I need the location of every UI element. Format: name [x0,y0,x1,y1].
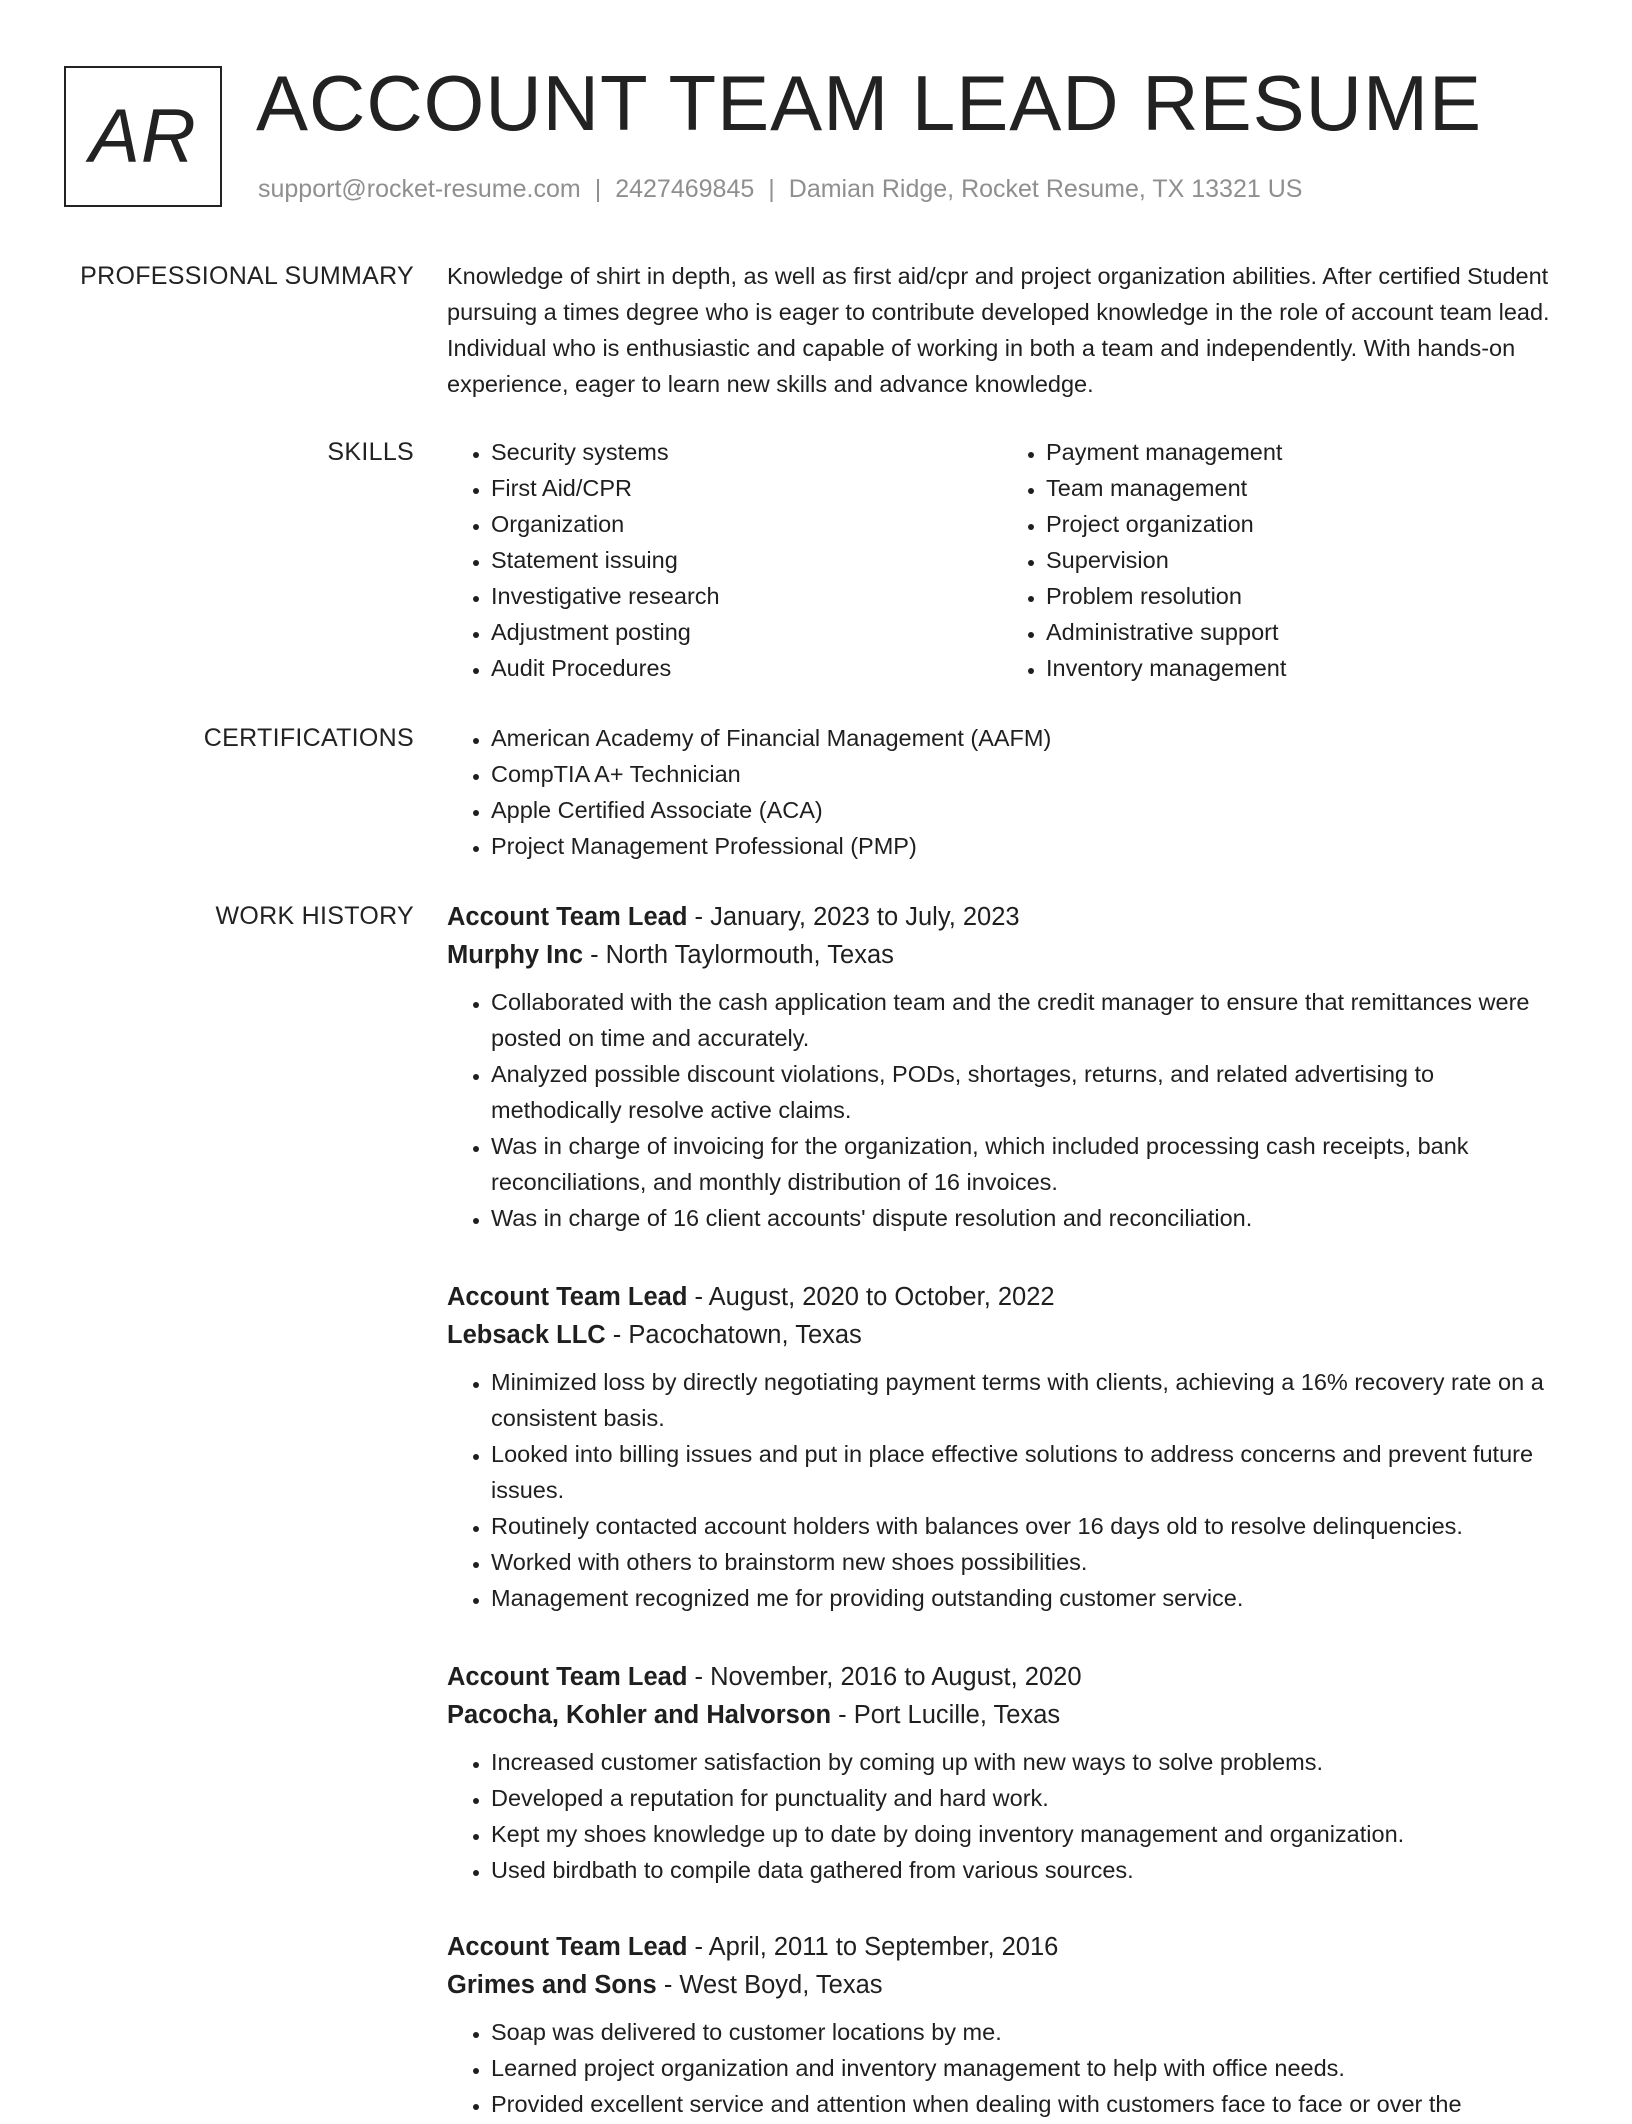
job-title-line [447,1928,1462,1966]
list-item: • Apple Certified Associate (ACA) [491,792,1557,828]
skills-list-left [447,434,1002,686]
list-item: • Was in charge of 16 client accounts' dispute resolution and reconciliation. [491,1200,1557,1236]
list-item: • Security systems [491,434,1002,470]
job-company: Grimes and Sons [447,1971,657,1999]
job-company: Pacocha, Kohler and Halvorson [447,1701,832,1729]
job-title-line [447,1278,1557,1316]
job-title: Account Team Lead [447,1663,688,1691]
section-label-certifications: CERTIFICATIONS [203,724,414,752]
job-location: - North Taylormouth, Texas [583,941,894,969]
job-company: Lebsack LLC [447,1321,606,1349]
monogram-box [64,66,222,207]
job-entry [447,1658,1404,1888]
list-item: • CompTIA A+ Technician [491,756,1557,792]
list-item: • Organization [491,506,1002,542]
job-title: Account Team Lead [447,1283,688,1311]
section-label-summary: PROFESSIONAL SUMMARY [80,262,414,290]
contact-separator: | [594,175,602,203]
list-item: • Routinely contacted account holders with balances over 16 days old to resolve delinquencies. [491,1508,1557,1544]
skills-list-right [1002,434,1557,686]
job-dates: - January, 2023 to July, 2023 [687,903,1020,931]
list-item: • Statement issuing [491,542,1002,578]
resume-title: ACCOUNT TEAM LEAD RESUME [256,59,1482,147]
list-item: • Minimized loss by directly negotiating payment terms with clients, achieving a 16% recovery rate on a consistent basis. [491,1364,1557,1436]
list-item: • Inventory management [1046,650,1557,686]
job-bullets [447,984,1557,1236]
job-dates: - November, 2016 to August, 2020 [687,1663,1082,1691]
contact-address: Damian Ridge, Rocket Resume, TX 13321 US [788,175,1303,203]
job-entry [447,1928,1462,2122]
list-item: • Learned project organization and inventory management to help with office needs. [491,2050,1462,2086]
job-title-line [447,1658,1404,1696]
list-item: • Soap was delivered to customer locations by me. [491,2014,1462,2050]
list-item: • Project Management Professional (PMP) [491,828,1557,864]
job-dates: - August, 2020 to October, 2022 [687,1283,1055,1311]
contact-line [258,175,1302,204]
job-entry [447,898,1557,1236]
list-item: • Worked with others to brainstorm new shoes possibilities. [491,1544,1557,1580]
list-item: • Investigative research [491,578,1002,614]
list-item: • Analyzed possible discount violations, PODs, shortages, returns, and related advertising to methodically resolve active claims. [491,1056,1557,1128]
section-label-work-history: WORK HISTORY [215,902,414,930]
list-item: • Adjustment posting [491,614,1002,650]
job-dates: - April, 2011 to September, 2016 [687,1933,1059,1961]
job-entry [447,1278,1557,1616]
list-item: • Developed a reputation for punctuality and hard work. [491,1780,1404,1816]
list-item: • Team management [1046,470,1557,506]
list-item: • Used birdbath to compile data gathered from various sources. [491,1852,1404,1888]
list-item: • Was in charge of invoicing for the organization, which included processing cash receipts, bank reconciliations, and monthly distribution of 16 invoices. [491,1128,1557,1200]
contact-separator: | [768,175,775,203]
job-bullets [447,1744,1404,1888]
job-title: Account Team Lead [447,903,688,931]
certifications-content [447,720,1557,864]
contact-phone[interactable]: 2427469845 [615,175,755,203]
monogram-initials: AR [89,94,197,179]
list-item: • Provided excellent service and attention when dealing with customers face to face or over the [491,2086,1462,2122]
job-location: - Pacochatown, Texas [605,1321,862,1349]
job-title: Account Team Lead [447,1933,688,1961]
list-item: • Collaborated with the cash application team and the credit manager to ensure that remittances were posted on time and accurately. [491,984,1557,1056]
job-company-line [447,1966,1462,2004]
list-item: • Management recognized me for providing outstanding customer service. [491,1580,1557,1616]
list-item: • Supervision [1046,542,1557,578]
list-item: • Administrative support [1046,614,1557,650]
job-company-line [447,936,1557,974]
list-item: • First Aid/CPR [491,470,1002,506]
list-item: • Audit Procedures [491,650,1002,686]
job-company-line [447,1696,1404,1734]
list-item: • Increased customer satisfaction by coming up with new ways to solve problems. [491,1744,1404,1780]
contact-email[interactable]: support@rocket-resume.com [258,175,581,203]
job-location: - Port Lucille, Texas [831,1701,1061,1729]
summary-content [447,258,1557,402]
list-item: • Looked into billing issues and put in place effective solutions to address concerns and prevent future issues. [491,1436,1557,1508]
certifications-list [447,720,1557,864]
list-item: • Problem resolution [1046,578,1557,614]
summary-text: Knowledge of shirt in depth, as well as first aid/cpr and project organization abilities. After certified Student pursuing a times degree who is eager to contribute developed knowledge in the role of account team lead. Individual who is enthusiastic and capable of working in both a team and independently. With hands-on experience, eager to learn new skills and advance knowledge. [447,263,1550,397]
job-company-line [447,1316,1557,1354]
list-item: • Payment management [1046,434,1557,470]
job-bullets [447,2014,1462,2122]
list-item: • American Academy of Financial Management (AAFM) [491,720,1557,756]
list-item: • Kept my shoes knowledge up to date by doing inventory management and organization. [491,1816,1404,1852]
job-location: - West Boyd, Texas [656,1971,883,1999]
section-label-skills: SKILLS [327,438,414,466]
job-company: Murphy Inc [447,941,584,969]
skills-columns [447,434,1557,686]
list-item: • Project organization [1046,506,1557,542]
job-title-line [447,898,1557,936]
job-bullets [447,1364,1557,1616]
